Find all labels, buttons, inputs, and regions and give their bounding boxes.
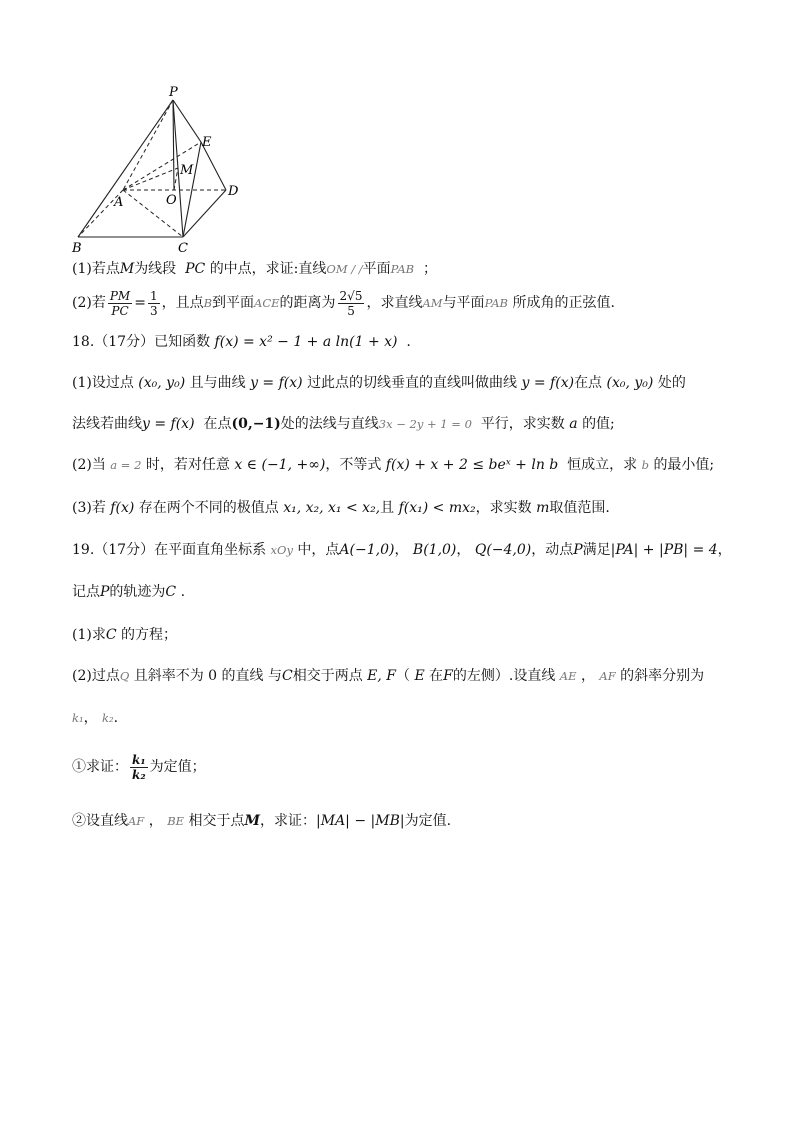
text: (2)当 [72, 457, 106, 473]
q19-sub2 [72, 810, 451, 832]
edge-CE [183, 142, 201, 237]
math-C: C [165, 584, 177, 600]
text: ，求实数 [475, 500, 532, 516]
text: ， [580, 668, 595, 684]
math-xOy: xOy [270, 543, 293, 557]
math-equals: = [134, 295, 146, 311]
math-AM: AM [422, 296, 443, 310]
math-ACE: ACE [254, 296, 280, 310]
math-a-eq-2: a = 2 [110, 458, 142, 472]
math-M: M [244, 813, 261, 829]
q18-head [72, 331, 411, 353]
pyramid-figure [68, 82, 248, 258]
math-m: m [536, 500, 550, 516]
math-C: C [105, 627, 117, 643]
q17-part1 [72, 258, 437, 280]
q19-head-line2 [72, 581, 185, 603]
label-A: A [114, 195, 124, 210]
q19-part2-line2 [72, 707, 118, 729]
edge-PB [78, 100, 173, 237]
text: 恒成立，求 [567, 457, 638, 473]
text: 时，若对任意 [145, 457, 230, 473]
fraction-numerator: 2√5 [339, 288, 363, 303]
fraction-one-third [148, 290, 160, 317]
fraction-numerator: k₁ [132, 752, 146, 767]
text: 到平面 [212, 295, 255, 311]
text: ，不等式 [325, 457, 382, 473]
q18-part1-line1 [72, 372, 686, 394]
text: 19.（17分）在平面直角坐标系 [72, 542, 267, 558]
text: 处的 [657, 375, 686, 391]
q19-head [72, 539, 732, 561]
q19-part2 [72, 665, 704, 687]
math-F: F [443, 668, 453, 684]
text: 法线若曲线 [72, 416, 142, 432]
math-line-eq: 3x − 2y + 1 = 0 [378, 417, 472, 431]
math-OM-parallel: OM / / [326, 262, 363, 276]
math-k2: k₂ [102, 711, 114, 725]
text: 且斜率不为 0 的直线 与 [133, 668, 282, 684]
text: ，求证： [260, 813, 317, 829]
pyramid-diagram [68, 82, 248, 258]
text: 且 [380, 500, 395, 516]
math-B: B [203, 296, 213, 310]
math-point: (0,−1) [231, 416, 281, 432]
math-EF: E, F [367, 668, 397, 684]
fraction-denominator: PC [111, 303, 129, 318]
segment-AM-hidden [123, 168, 178, 190]
text: (2)若 [72, 295, 106, 311]
text: . [113, 710, 119, 726]
text: 满足 [582, 542, 611, 558]
text: (1)若点 [72, 261, 120, 277]
edge-CD [183, 190, 226, 237]
text: 为定值； [149, 759, 206, 775]
edge-PA-hidden [123, 100, 173, 190]
text: 的左侧）.设直线 [452, 668, 556, 684]
fraction-distance [338, 290, 365, 317]
q18-part3 [72, 497, 610, 519]
text: 处的法线与直线 [280, 416, 379, 432]
text: 相交于两点 [292, 668, 363, 684]
fraction-denominator: 3 [149, 303, 158, 318]
math-point: (x₀, y₀) [138, 375, 186, 391]
text: 的值; [582, 416, 615, 432]
text: 在 [429, 668, 444, 684]
text: 中，点 [297, 542, 340, 558]
text: 在点 [203, 416, 232, 432]
label-M: M [180, 163, 194, 178]
math-P: P [573, 542, 583, 558]
math-Q: Q [119, 669, 130, 683]
math-inequality: f(x) + x + 2 ≤ beˣ + ln b [385, 457, 559, 473]
label-P: P [169, 85, 178, 100]
math-extreme-points: x₁, x₂, x₁ < x₂, [283, 500, 381, 516]
text: 的斜率分别为 [620, 668, 705, 684]
math-P: P [100, 584, 110, 600]
text: ，求直线 [366, 295, 423, 311]
math-E: E [414, 668, 425, 684]
label-E: E [202, 135, 212, 150]
text: 为线段 [134, 261, 177, 277]
text: . [180, 584, 186, 600]
text: 取值范围. [549, 500, 610, 516]
text: ②设直线 [72, 813, 128, 829]
fraction-numerator: PM [109, 288, 131, 303]
math-BE: BE [167, 814, 185, 828]
text: 的最小值; [653, 457, 715, 473]
text: ， [148, 813, 163, 829]
text: 与平面 [442, 295, 485, 311]
text: (2)过点 [72, 668, 120, 684]
math-point-B: B(1,0) [412, 542, 457, 558]
math-C: C [282, 668, 293, 684]
math-domain: x ∈ (−1, +∞) [234, 457, 326, 473]
q19-sub1 [72, 750, 206, 784]
text: ， [456, 542, 471, 558]
label-C: C [178, 241, 188, 256]
math-curve: y = f(x) [250, 375, 303, 391]
math-condition: |PA| + |PB| = 4 [610, 542, 718, 558]
text: (1)设过点 [72, 375, 134, 391]
q17-part2 [72, 288, 615, 318]
q18-part1-line2 [72, 413, 615, 435]
math-PAB: PAB [390, 262, 415, 276]
label-O: O [166, 193, 177, 208]
math-curve: y = f(x) [521, 375, 575, 391]
math-point-Q: Q(−4,0) [474, 542, 532, 558]
fraction-numerator: 1 [149, 288, 158, 303]
math-a: a [569, 416, 578, 432]
text: （ [396, 668, 411, 684]
math-point: (x₀, y₀) [606, 375, 654, 391]
math-function-def: f(x) = x² − 1 + a ln(1 + x) [214, 334, 398, 350]
text: 且与曲线 [189, 375, 246, 391]
math-point-A: A(−1,0) [339, 542, 395, 558]
edge-PE [173, 100, 201, 142]
fraction-k1-k2 [130, 754, 148, 781]
text: ， [83, 710, 98, 726]
text: ； [423, 261, 438, 277]
math-AE: AE [559, 669, 577, 683]
math-PAB: PAB [484, 296, 509, 310]
segment-OM-hidden [174, 168, 178, 190]
text: 的距离为 [279, 295, 336, 311]
text: 在点 [574, 375, 603, 391]
q19-part1 [72, 624, 177, 646]
text: 平面 [362, 261, 391, 277]
math-curve: y = f(x) [142, 416, 195, 432]
text: 的轨迹为 [109, 584, 166, 600]
math-inequality: f(x₁) < mx₂ [398, 500, 476, 516]
math-b: b [641, 458, 649, 472]
math-difference: |MA| − |MB| [316, 813, 405, 829]
q18-part2 [72, 454, 714, 476]
text: (3)若 [72, 500, 106, 516]
text: 的方程； [121, 627, 178, 643]
text: 相交于点 [188, 813, 245, 829]
text: 平行，求实数 [480, 416, 565, 432]
math-AF: AF [599, 669, 616, 683]
label-B: B [72, 241, 82, 256]
math-M: M [119, 261, 135, 277]
text: 为定值. [404, 813, 452, 829]
math-AF: AF [128, 814, 145, 828]
text: 存在两个不同的极值点 [138, 500, 279, 516]
text: (1)求 [72, 627, 106, 643]
text: 的中点，求证:直线 [209, 261, 327, 277]
text: 所成角的正弦值. [512, 295, 615, 311]
text: ，动点 [531, 542, 574, 558]
label-D: D [228, 184, 239, 199]
fraction-denominator: k₂ [132, 767, 146, 782]
text: 记点 [72, 584, 100, 600]
math-PC: PC [185, 261, 206, 277]
text: 18.（17分）已知函数 [72, 334, 211, 350]
fraction-denominator: 5 [347, 303, 355, 318]
text: ①求证： [72, 759, 128, 775]
text: 过此点的切线垂直的直线叫做曲线 [307, 375, 518, 391]
text: ， [717, 542, 732, 558]
math-fx: f(x) [110, 500, 135, 516]
fraction-PM-PC [108, 290, 132, 317]
text: . [406, 334, 411, 350]
text: ， [394, 542, 409, 558]
math-k1: k₁ [72, 711, 84, 725]
text: ，且点 [161, 295, 204, 311]
